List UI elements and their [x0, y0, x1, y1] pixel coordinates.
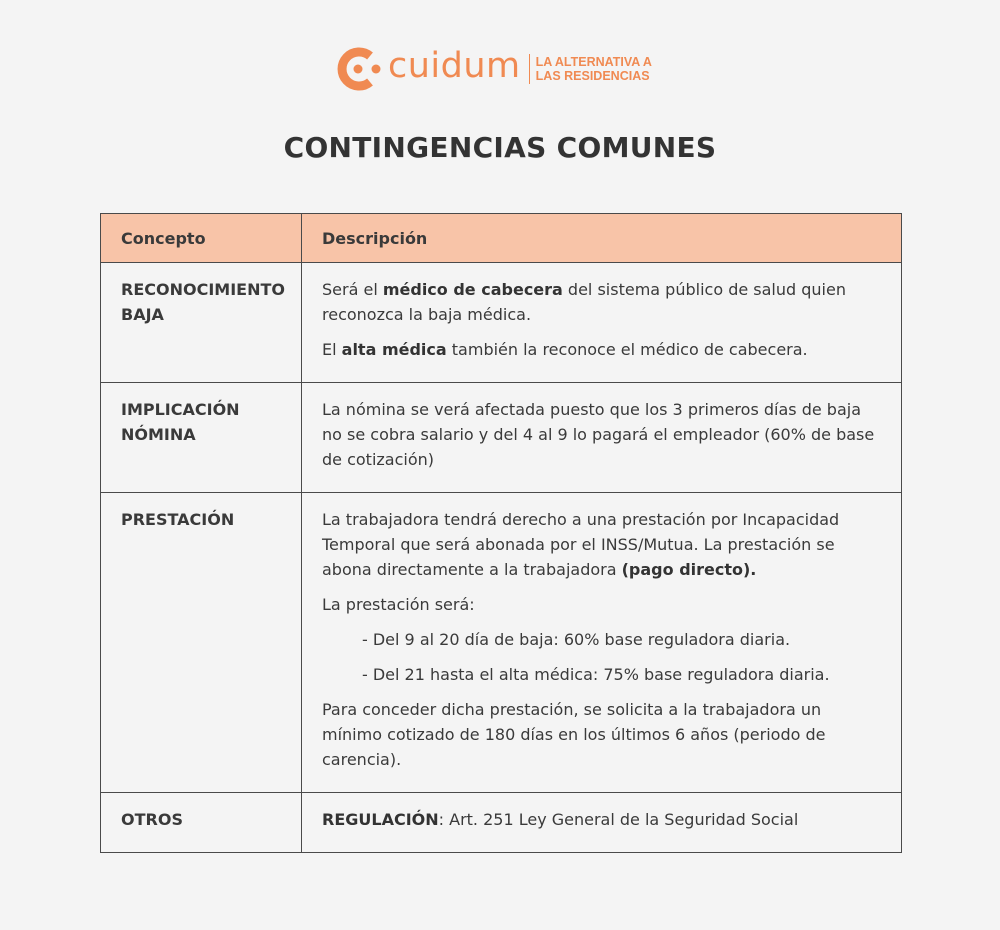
row-description	[302, 383, 902, 493]
brand-name: cuidum	[388, 45, 521, 86]
tagline-line-1: LA ALTERNATIVA A	[535, 55, 652, 69]
description-paragraph	[322, 277, 881, 327]
text-segment: también la reconoce el médico de cabecera.	[446, 340, 808, 359]
text-segment: El	[322, 340, 342, 359]
row-description	[302, 263, 902, 383]
bold-segment: médico de cabecera	[382, 280, 563, 299]
list-item: - Del 9 al 20 día de baja: 60% base reguladora diaria.	[362, 630, 791, 649]
row-concept: OTROS	[101, 793, 302, 853]
row-concept: PRESTACIÓN	[101, 493, 302, 793]
bold-segment: alta médica	[341, 340, 447, 359]
table-row	[101, 793, 902, 853]
description-paragraph	[322, 807, 881, 832]
table-row	[101, 263, 902, 383]
cuidum-logo-icon	[336, 47, 384, 91]
text-segment: : Art. 251 Ley General de la Seguridad Social	[438, 810, 799, 829]
description-paragraph	[322, 337, 881, 362]
row-concept: RECONOCIMIENTO BAJA	[101, 263, 302, 383]
table-row	[101, 383, 902, 493]
bold-segment: REGULACIÓN	[322, 810, 439, 829]
row-concept: IMPLICACIÓN NÓMINA	[101, 383, 302, 493]
row-description	[302, 493, 902, 793]
logo-divider	[529, 54, 530, 84]
description-paragraph: La prestación será:	[322, 595, 475, 614]
tagline-line-2: LAS RESIDENCIAS	[535, 69, 650, 83]
description-paragraph: La nómina se verá afectada puesto que los 3 primeros días de baja no se cobra salario y del 4 al 9 lo pagará el empleador (60% de base de cotización)	[322, 400, 875, 469]
row-description	[302, 793, 902, 853]
brand-tagline	[536, 55, 652, 83]
description-paragraph: Para conceder dicha prestación, se solicita a la trabajadora un mínimo cotizado de 180 días en los últimos 6 años (periodo de carencia).	[322, 700, 826, 769]
list-item: - Del 21 hasta el alta médica: 75% base reguladora diaria.	[362, 665, 830, 684]
text-segment: del sistema público de salud quien reconozca la baja médica.	[322, 280, 846, 324]
text-segment: La trabajadora tendrá derecho a una prestación por Incapacidad Temporal que será abonada por el INSS/Mutua. La prestación se abona directamente a la trabajadora	[322, 510, 840, 579]
brand-logo	[336, 47, 652, 91]
page-title: CONTINGENCIAS COMUNES	[283, 131, 717, 164]
description-paragraph	[322, 507, 881, 582]
bold-segment: (pago directo).	[621, 560, 757, 579]
contingencias-table	[100, 213, 902, 853]
table-row	[101, 493, 902, 793]
table-header-row	[101, 214, 902, 263]
header-concepto: Concepto	[101, 214, 302, 263]
header-descripcion: Descripción	[302, 214, 902, 263]
text-segment: Será el	[322, 280, 383, 299]
